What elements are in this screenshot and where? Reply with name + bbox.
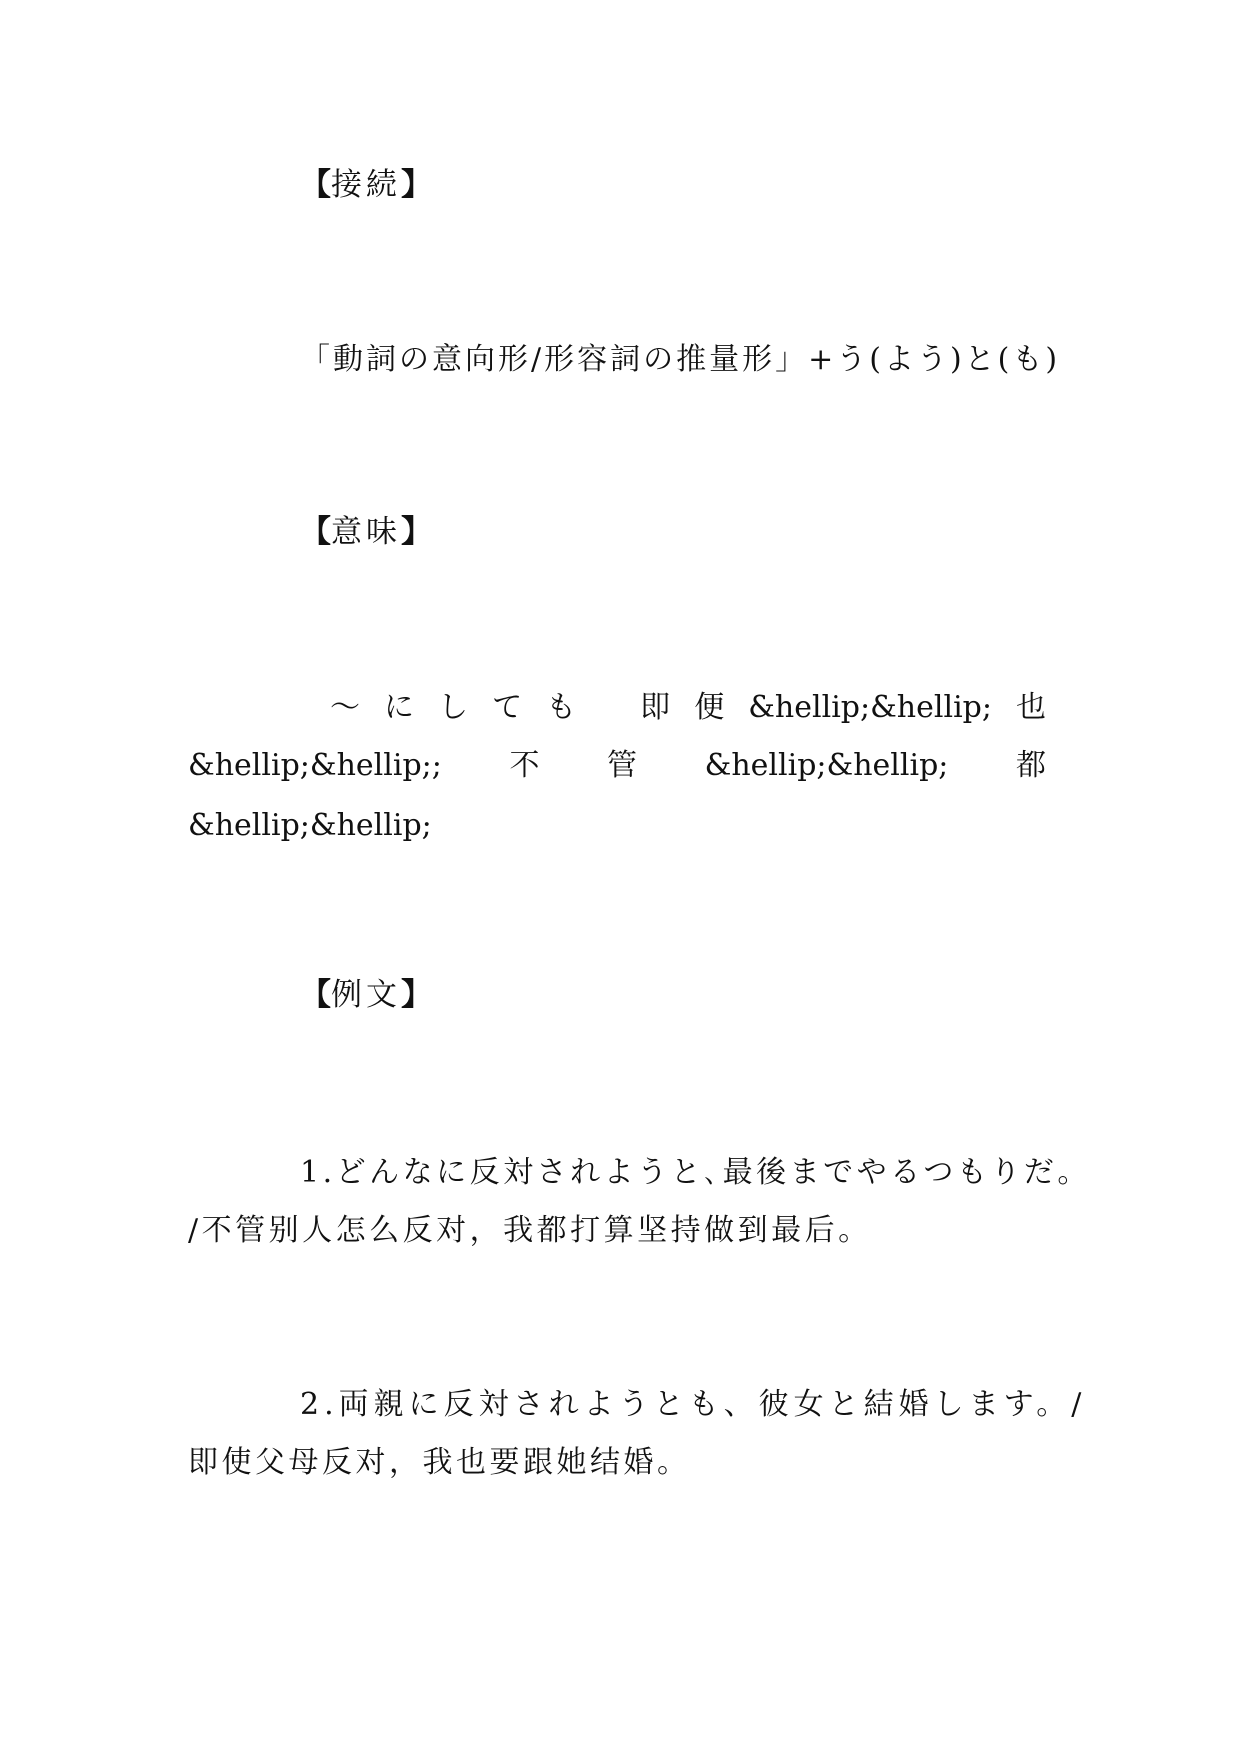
connection-text: 「動詞の意向形/形容詞の推量形」+う(よう)と(も)	[300, 342, 1061, 377]
connection-heading	[300, 165, 432, 205]
heading-open-bracket: 【	[300, 977, 331, 1013]
example-1-line-2: /不管别人怎么反对，我都打算坚持做到最后。	[188, 1213, 872, 1248]
heading-label: 例文	[331, 977, 401, 1013]
meaning-token: &hellip;&hellip;	[748, 690, 992, 725]
heading-label: 接続	[331, 167, 401, 203]
meaning-token: &hellip;&hellip;;	[188, 748, 442, 783]
examples-heading	[300, 975, 432, 1015]
meaning-token: 便	[694, 690, 725, 725]
meaning-token: 不	[509, 748, 540, 783]
example-2-line-2: 即使父母反对，我也要跟她结婚。	[188, 1445, 691, 1480]
meaning-heading	[300, 512, 432, 552]
meaning-line-2	[188, 746, 1046, 786]
heading-label: 意味	[331, 514, 401, 550]
meaning-token: &hellip;&hellip;	[704, 748, 949, 783]
heading-close-bracket: 】	[401, 167, 432, 203]
meaning-token: 都	[1015, 748, 1046, 783]
meaning-line-1	[330, 688, 1046, 728]
heading-open-bracket: 【	[300, 514, 331, 550]
meaning-line-3: &hellip;&hellip;	[188, 808, 432, 843]
heading-open-bracket: 【	[300, 167, 331, 203]
example-1-line-1: 1.どんなに反対されようと､最後までやるつもりだ。	[300, 1155, 1091, 1190]
heading-close-bracket: 】	[401, 977, 432, 1013]
example-2-line-1: 2.両親に反対されようとも、彼女と結婚します。/	[300, 1387, 1087, 1422]
meaning-token: も	[546, 690, 577, 725]
meaning-token: 即	[640, 690, 671, 725]
meaning-token: ～	[330, 690, 360, 725]
meaning-token: し	[438, 690, 469, 725]
heading-close-bracket: 】	[401, 514, 432, 550]
meaning-token: て	[492, 690, 523, 725]
meaning-token: 管	[607, 748, 638, 783]
meaning-token: 也	[1016, 690, 1046, 725]
meaning-token: に	[384, 690, 415, 725]
